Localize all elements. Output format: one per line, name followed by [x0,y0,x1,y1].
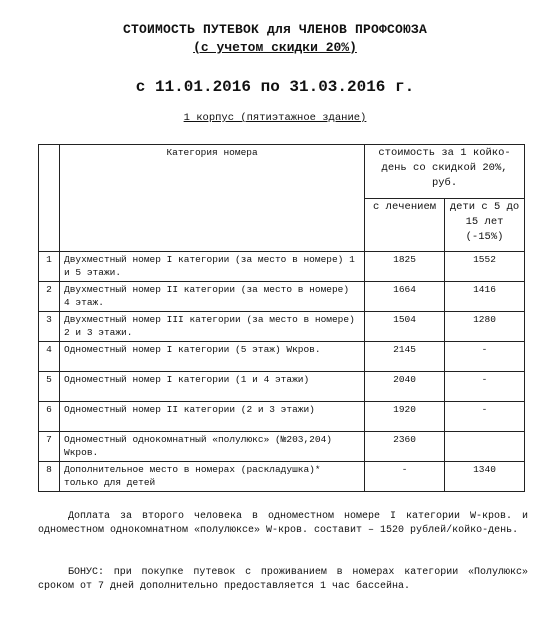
row-category: Одноместный номер II категории (2 и 3 этажи) [60,402,365,432]
row-price-children: 1552 [445,252,525,282]
row-category: Одноместный однокомнатный «полулюкс» (№203,204) Wкров. [60,432,365,462]
table-row [39,402,525,432]
row-price-treatment: 1920 [365,402,445,432]
table-row [39,372,525,402]
row-price-treatment: 1664 [365,282,445,312]
row-number: 7 [39,432,60,462]
header-price-group: стоимость за 1 койко-день со скидкой 20%, руб. [365,145,525,199]
row-number: 1 [39,252,60,282]
table-row [39,462,525,492]
row-number: 4 [39,342,60,372]
row-price-children: 1416 [445,282,525,312]
header-number-cell [39,145,60,252]
discount-subtitle: (с учетом скидки 20%) [193,40,357,55]
table-row [39,282,525,312]
row-price-treatment: 2360 [365,432,445,462]
bonus-note: БОНУС: при покупке путевок с проживанием в номерах категории «Полулюкс» сроком от 7 дней дополнительно предоставляется 1 час бассейна. [38,567,528,592]
building-label: 1 корпус (пятиэтажное здание) [183,112,367,124]
row-price-children: - [445,402,525,432]
row-price-treatment: 1504 [365,312,445,342]
row-price-treatment: 2040 [365,372,445,402]
row-number: 5 [39,372,60,402]
row-price-children: 1340 [445,462,525,492]
row-category: Дополнительное место в номерах (раскладушка)* только для детей [60,462,365,492]
table-row [39,432,525,462]
row-category: Двухместный номер II категории (за место в номере) 4 этаж. [60,282,365,312]
table-row [39,252,525,282]
row-price-treatment: 1825 [365,252,445,282]
table-row [39,342,525,372]
surcharge-note: Доплата за второго человека в одноместном номере I категории W-кров. и одноместном однокомнатном «полулюксе» W-кров. составит – 1520 рублей/койко-день. [38,511,528,536]
row-price-children: - [445,342,525,372]
row-category: Двухместный номер III категории (за место в номере) 2 и 3 этажи. [60,312,365,342]
header-with-treatment: с лечением [365,198,445,252]
document-title: СТОИМОСТЬ ПУТЕВОК для ЧЛЕНОВ ПРОФСОЮЗА [122,22,428,37]
table-row [39,312,525,342]
header-category: Категория номера [60,145,365,252]
price-table [38,144,525,492]
row-price-children [445,432,525,462]
validity-period: с 11.01.2016 по 31.03.2016 г. [135,78,415,96]
row-price-children: 1280 [445,312,525,342]
row-number: 3 [39,312,60,342]
row-number: 2 [39,282,60,312]
row-category: Двухместный номер I категории (за место в номере) 1 и 5 этажи. [60,252,365,282]
row-category: Одноместный номер I категории (5 этаж) Wкров. [60,342,365,372]
row-price-treatment: 2145 [365,342,445,372]
row-number: 8 [39,462,60,492]
row-category: Одноместный номер I категории (1 и 4 этажи) [60,372,365,402]
row-price-treatment: - [365,462,445,492]
row-price-children: - [445,372,525,402]
header-children: дети с 5 до 15 лет (-15%) [445,198,525,252]
row-number: 6 [39,402,60,432]
